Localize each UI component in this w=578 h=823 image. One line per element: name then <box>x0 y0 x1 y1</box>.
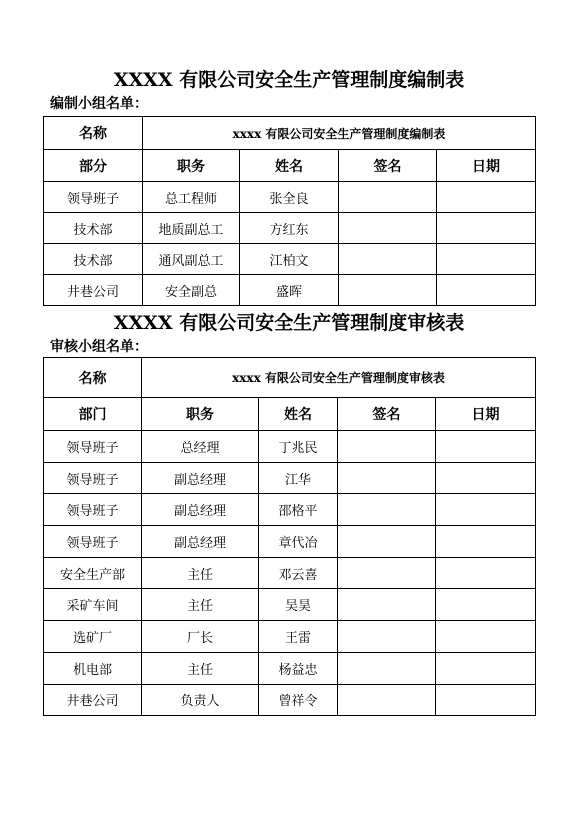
header-name: 姓名 <box>240 150 339 182</box>
header-date: 日期 <box>437 150 536 182</box>
name-cell: 江华 <box>259 462 338 494</box>
signature-cell[interactable] <box>338 621 436 653</box>
header-name: 姓名 <box>259 398 338 431</box>
name-cell: 邵格平 <box>259 494 338 526</box>
position-cell: 主任 <box>142 589 259 621</box>
name-cell: 盛晖 <box>240 275 339 306</box>
department-cell: 领导班子 <box>44 182 143 213</box>
position-cell: 总经理 <box>142 431 259 463</box>
header-position: 职务 <box>143 150 240 182</box>
signature-cell[interactable] <box>338 589 436 621</box>
table-row <box>44 275 536 306</box>
department-cell: 选矿厂 <box>44 621 142 653</box>
department-cell: 技术部 <box>44 244 143 275</box>
department-cell: 采矿车间 <box>44 589 142 621</box>
position-cell: 主任 <box>142 557 259 589</box>
name-label-cell: 名称 <box>44 117 143 150</box>
position-cell: 地质副总工 <box>143 213 240 244</box>
name-cell: 邓云喜 <box>259 557 338 589</box>
name-cell: 王雷 <box>259 621 338 653</box>
position-cell: 副总经理 <box>142 494 259 526</box>
table-row <box>44 182 536 213</box>
position-cell: 安全副总 <box>143 275 240 306</box>
signature-cell[interactable] <box>339 244 437 275</box>
signature-cell[interactable] <box>339 213 437 244</box>
compile-table <box>43 116 536 306</box>
header-row <box>44 150 536 182</box>
position-cell: 主任 <box>142 652 259 684</box>
header-date: 日期 <box>436 398 536 431</box>
table-row <box>44 652 536 684</box>
date-cell[interactable] <box>437 182 536 213</box>
table-row <box>44 684 536 716</box>
table-row <box>44 244 536 275</box>
department-cell: 领导班子 <box>44 494 142 526</box>
review-group-label: 审核小组名单： <box>50 339 148 355</box>
header-position: 职务 <box>142 398 259 431</box>
signature-cell[interactable] <box>338 526 436 558</box>
position-cell: 总工程师 <box>143 182 240 213</box>
header-signature: 签名 <box>338 398 436 431</box>
name-cell: 张全良 <box>240 182 339 213</box>
department-cell: 技术部 <box>44 213 143 244</box>
review-table <box>43 357 536 716</box>
name-label-cell: 名称 <box>44 358 142 398</box>
signature-cell[interactable] <box>338 557 436 589</box>
name-cell: 杨益忠 <box>259 652 338 684</box>
signature-cell[interactable] <box>338 462 436 494</box>
date-cell[interactable] <box>436 557 536 589</box>
table-row <box>44 494 536 526</box>
name-cell: 章代冶 <box>259 526 338 558</box>
table-row <box>44 557 536 589</box>
date-cell[interactable] <box>436 684 536 716</box>
date-cell[interactable] <box>436 494 536 526</box>
compile-table-title: XXXX 有限公司安全生产管理制度编制表 <box>113 69 465 91</box>
department-cell: 领导班子 <box>44 526 142 558</box>
header-department: 部分 <box>44 150 143 182</box>
date-cell[interactable] <box>436 652 536 684</box>
header-row <box>44 398 536 431</box>
document-name-cell: xxxx 有限公司安全生产管理制度审核表 <box>142 358 536 398</box>
department-cell: 井巷公司 <box>44 275 143 306</box>
date-cell[interactable] <box>437 275 536 306</box>
date-cell[interactable] <box>436 462 536 494</box>
department-cell: 领导班子 <box>44 431 142 463</box>
date-cell[interactable] <box>436 431 536 463</box>
table-row <box>44 621 536 653</box>
date-cell[interactable] <box>437 244 536 275</box>
position-cell: 副总经理 <box>142 526 259 558</box>
department-cell: 领导班子 <box>44 462 142 494</box>
department-cell: 安全生产部 <box>44 557 142 589</box>
header-department: 部门 <box>44 398 142 431</box>
department-cell: 井巷公司 <box>44 684 142 716</box>
document-name-cell: xxxx 有限公司安全生产管理制度编制表 <box>143 117 536 150</box>
name-cell: 丁兆民 <box>259 431 338 463</box>
date-cell[interactable] <box>436 589 536 621</box>
date-cell[interactable] <box>436 526 536 558</box>
position-cell: 通风副总工 <box>143 244 240 275</box>
department-cell: 机电部 <box>44 652 142 684</box>
signature-cell[interactable] <box>338 431 436 463</box>
name-cell: 吴昊 <box>259 589 338 621</box>
name-cell: 江柏文 <box>240 244 339 275</box>
table-row <box>44 213 536 244</box>
name-cell: 方红东 <box>240 213 339 244</box>
table-row <box>44 589 536 621</box>
position-cell: 负责人 <box>142 684 259 716</box>
table-row <box>44 526 536 558</box>
position-cell: 副总经理 <box>142 462 259 494</box>
table-row <box>44 431 536 463</box>
date-cell[interactable] <box>437 213 536 244</box>
name-cell: 曾祥令 <box>259 684 338 716</box>
signature-cell[interactable] <box>338 684 436 716</box>
table-row <box>44 462 536 494</box>
position-cell: 厂长 <box>142 621 259 653</box>
signature-cell[interactable] <box>339 182 437 213</box>
date-cell[interactable] <box>436 621 536 653</box>
review-table-title: XXXX 有限公司安全生产管理制度审核表 <box>113 312 465 334</box>
compile-group-label: 编制小组名单： <box>50 96 148 112</box>
signature-cell[interactable] <box>338 494 436 526</box>
signature-cell[interactable] <box>338 652 436 684</box>
signature-cell[interactable] <box>339 275 437 306</box>
header-signature: 签名 <box>339 150 437 182</box>
